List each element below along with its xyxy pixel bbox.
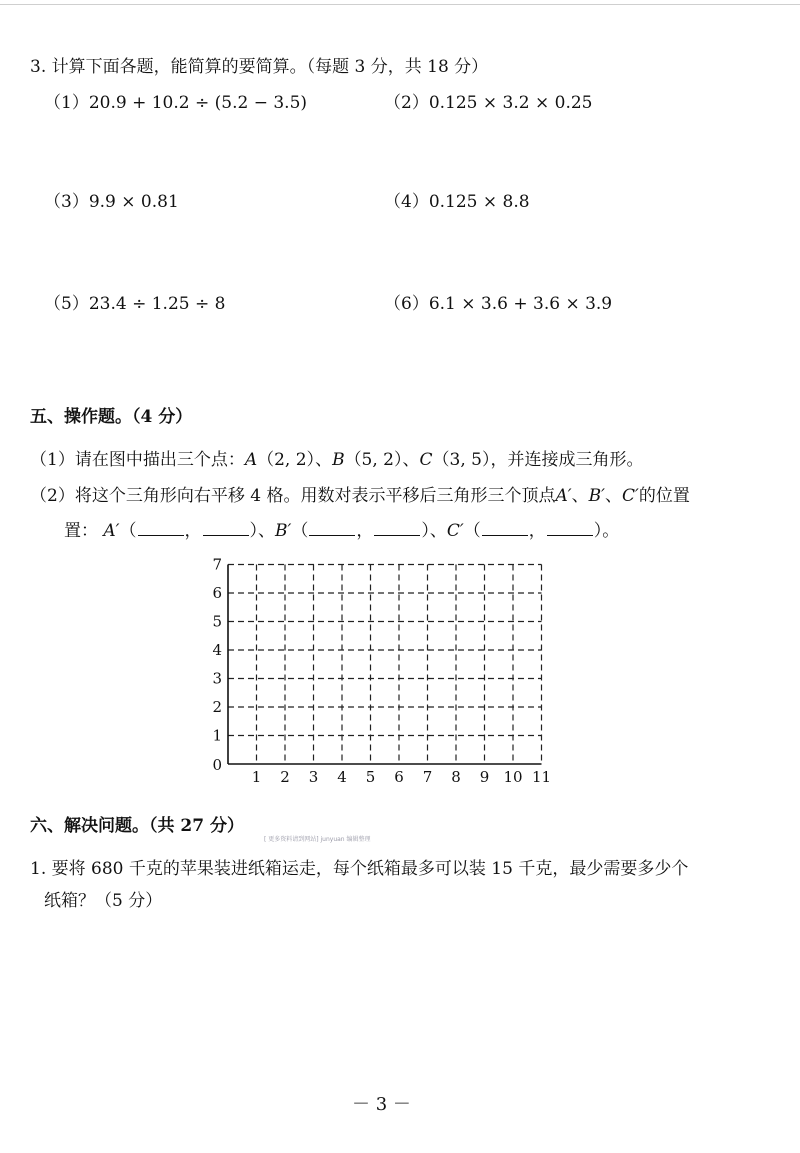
item-number: （5） <box>44 294 89 314</box>
x-tick-label: 11 <box>531 768 552 786</box>
item-number: （4） <box>384 192 429 212</box>
point-c-coord: （3, 5） <box>432 450 491 470</box>
x-tick-label: 10 <box>503 768 523 786</box>
y-tick-label: 6 <box>212 584 222 602</box>
separator: 、 <box>571 486 589 506</box>
item-expression: 0.125 × 3.2 × 0.25 <box>428 93 593 113</box>
point-b-coord: （5, 2） <box>344 450 403 470</box>
q2-number: （2） <box>30 486 75 506</box>
x-tick-label: 1 <box>251 768 262 786</box>
item-number: （6） <box>384 294 429 314</box>
x-tick-label: 4 <box>337 768 347 786</box>
page-number: － 3 － <box>352 1094 411 1115</box>
paren-close: ） <box>421 521 430 541</box>
period: 。 <box>602 521 620 541</box>
item-number: （3） <box>44 192 89 212</box>
point-a-coord: （2, 2） <box>257 450 316 470</box>
paren-open: （ <box>119 521 137 541</box>
y-tick-label: 2 <box>212 698 222 716</box>
item-expression: 6.1 × 3.6 + 3.6 × 3.9 <box>428 294 613 314</box>
x-tick-label: 5 <box>365 768 376 786</box>
point-c-label: C <box>419 450 433 470</box>
item-number: （1） <box>44 93 89 113</box>
comma: ， <box>184 521 202 541</box>
x-tick-label: 9 <box>479 768 490 786</box>
vertex-c-prime: C′ <box>621 486 639 506</box>
q2-line2-start: 置： <box>64 521 98 541</box>
q1-end: ，并连接成三角形。 <box>490 450 644 470</box>
q1-number: （1） <box>30 450 75 470</box>
separator: 、 <box>604 486 622 506</box>
calc-header: 3. 计算下面各题，能简算的要简算。（每题 3 分，共 18 分） <box>30 57 489 77</box>
y-tick-label: 7 <box>212 555 222 574</box>
paren-close: ） <box>593 521 603 541</box>
origin-label: 0 <box>212 756 222 774</box>
answer-c-prime-label: C′ <box>446 521 464 541</box>
point-b-label: B <box>332 450 345 470</box>
item-expression: 23.4 ÷ 1.25 ÷ 8 <box>88 294 226 314</box>
y-tick-label: 1 <box>212 726 222 745</box>
x-tick-label: 8 <box>451 768 461 786</box>
section6-title: 六、解决问题。（共 27 分） <box>30 816 244 836</box>
x-tick-label: 6 <box>394 768 404 786</box>
vertex-a-prime: A′ <box>555 486 572 506</box>
separator: 、 <box>402 450 420 470</box>
paren-open: （ <box>463 521 481 541</box>
x-tick-label: 7 <box>422 768 433 786</box>
paren-close: ） <box>249 521 259 541</box>
section6-q1-line1: 1. 要将 680 千克的苹果装进纸箱运走，每个纸箱最多可以装 15 千克，最少需要多少个 <box>30 859 689 879</box>
point-a-label: A <box>244 450 258 470</box>
x-tick-label: 3 <box>308 768 319 786</box>
item-expression: 20.9 + 10.2 ÷ (5.2 − 3.5) <box>88 93 308 113</box>
q1-intro: 请在图中描出三个点： <box>74 450 245 470</box>
section5-title: 五、操作题。（4 分） <box>30 407 193 427</box>
separator: 、 <box>315 450 333 470</box>
separator: 、 <box>258 521 276 541</box>
watermark-text: [ 更多资料请到网站] junyuan 编辑整理 <box>264 836 371 843</box>
y-tick-label: 5 <box>212 612 222 631</box>
item-number: （2） <box>384 93 429 113</box>
comma: ， <box>528 521 546 541</box>
x-tick-label: 2 <box>280 768 290 786</box>
section6-q1-line2: 纸箱？（5 分） <box>44 891 163 911</box>
vertex-b-prime: B′ <box>588 486 605 506</box>
paren-open: （ <box>291 521 309 541</box>
y-tick-label: 4 <box>212 641 222 659</box>
answer-a-prime-label: A′ <box>103 521 120 541</box>
item-expression: 9.9 × 0.81 <box>88 192 179 212</box>
q2-text-end: 的位置 <box>638 486 690 506</box>
separator: 、 <box>429 521 447 541</box>
answer-b-prime-label: B′ <box>275 521 292 541</box>
q2-text: 将这个三角形向右平移 4 格。用数对表示平移后三角形三个顶点 <box>74 486 556 506</box>
comma: ， <box>356 521 374 541</box>
y-tick-label: 3 <box>212 669 222 688</box>
item-expression: 0.125 × 8.8 <box>428 192 530 212</box>
